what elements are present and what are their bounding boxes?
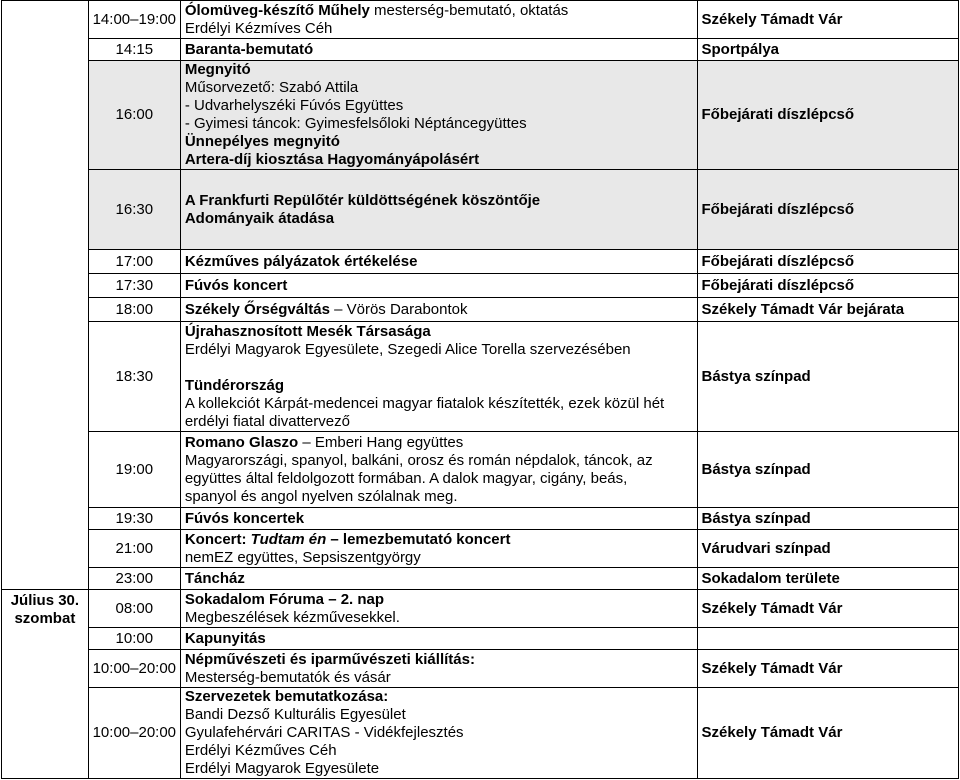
event-cell — [180, 432, 697, 508]
event-line: - Udvarhelyszéki Fúvós Együttes — [184, 97, 404, 114]
place-cell: Főbejárati díszlépcső — [697, 250, 959, 274]
event-title: Koncert: — [184, 530, 251, 548]
table-row — [2, 39, 959, 61]
time-cell: 18:30 — [88, 322, 180, 432]
place-cell: Székely Támadt Vár bejárata — [697, 298, 959, 322]
event-line: Gyulafehérvári CARITAS - Vidékfejlesztés — [184, 724, 464, 741]
event-title: Baranta-bemutató — [180, 39, 697, 61]
event-line: Ünnepélyes megnyitó — [184, 133, 340, 150]
table-row — [2, 688, 959, 779]
place-cell: Sokadalom területe — [697, 568, 959, 590]
time-cell: 17:30 — [88, 274, 180, 298]
table-row — [2, 650, 959, 688]
event-line: Erdélyi Magyarok Egyesülete — [184, 760, 380, 777]
place-cell: Bástya színpad — [697, 432, 959, 508]
event-cell — [180, 530, 697, 568]
table-row — [2, 61, 959, 170]
table-row — [2, 250, 959, 274]
event-line: Erdélyi Kézműves Céh — [184, 742, 337, 759]
event-line: A kollekciót Kárpát-medencei magyar fiatalok készítették, ezek közül hét — [184, 394, 665, 412]
place-cell: Székely Támadt Vár — [697, 1, 959, 39]
place-cell: Főbejárati díszlépcső — [697, 274, 959, 298]
time-cell: 10:00–20:00 — [88, 688, 180, 779]
event-title-suffix: mesterség-bemutató, oktatás — [369, 1, 569, 19]
event-title: Szervezetek bemutatkozása: — [184, 688, 389, 705]
table-row — [2, 568, 959, 590]
table-row — [2, 590, 959, 628]
day-cell-empty — [2, 1, 89, 590]
event-title: Fúvós koncertek — [180, 508, 697, 530]
event-line: spanyol és angol nyelven szólalnak meg. — [184, 487, 458, 505]
place-cell: Bástya színpad — [697, 508, 959, 530]
place-cell — [697, 628, 959, 650]
time-cell: 10:00–20:00 — [88, 650, 180, 688]
place-cell: Sportpálya — [697, 39, 959, 61]
table-row — [2, 322, 959, 432]
time-cell: 19:30 — [88, 508, 180, 530]
day-weekday: szombat — [14, 610, 76, 627]
table-row — [2, 298, 959, 322]
event-line: Megbeszélések kézművesekkel. — [184, 608, 400, 626]
table-row — [2, 274, 959, 298]
place-cell: Várudvari színpad — [697, 530, 959, 568]
time-cell: 14:00–19:00 — [88, 1, 180, 39]
event-line: Erdélyi Magyarok Egyesülete, Szegedi Alice Torella szervezésében — [184, 340, 631, 358]
event-cell — [180, 1, 697, 39]
event-line: Bandi Dezső Kulturális Egyesület — [184, 706, 406, 723]
event-line: Adományaik átadása — [184, 209, 335, 227]
spacer — [185, 359, 693, 377]
event-line: - Gyimesi táncok: Gyimesfelsőloki Néptáncegyüttes — [184, 115, 527, 132]
time-cell: 10:00 — [88, 628, 180, 650]
table-row — [2, 530, 959, 568]
event-title: Újrahasznosított Mesék Társasága — [184, 322, 431, 340]
time-cell: 14:15 — [88, 39, 180, 61]
table-row — [2, 628, 959, 650]
table-row — [2, 1, 959, 39]
event-title: Székely Őrségváltás — [184, 300, 330, 318]
album-title: Tudtam én — [250, 530, 327, 548]
time-cell: 17:00 — [88, 250, 180, 274]
time-cell: 16:30 — [88, 170, 180, 250]
table-row — [2, 508, 959, 530]
event-cell — [180, 61, 697, 170]
place-cell: Székely Támadt Vár — [697, 688, 959, 779]
day-cell — [2, 590, 89, 779]
event-line: Mesterség-bemutatók és vásár — [184, 668, 391, 686]
event-title: Népművészeti és iparművészeti kiállítás: — [184, 650, 475, 668]
event-line: A Frankfurti Repülőtér küldöttségének köszöntője — [184, 191, 541, 209]
event-title-suffix: – lemezbemutató koncert — [326, 530, 511, 548]
event-line: nemEZ együttes, Sepsiszentgyörgy — [184, 548, 421, 566]
event-title: Ólomüveg-készítő Műhely — [184, 1, 370, 19]
event-cell — [180, 590, 697, 628]
event-title: Kapunyitás — [180, 628, 697, 650]
event-title-suffix: – Emberi Hang együttes — [298, 433, 464, 451]
table-row — [2, 432, 959, 508]
time-cell: 18:00 — [88, 298, 180, 322]
event-line: erdélyi fiatal divattervező — [184, 412, 350, 430]
time-cell: 16:00 — [88, 61, 180, 170]
place-cell: Székely Támadt Vár — [697, 590, 959, 628]
event-title: Kézműves pályázatok értékelése — [180, 250, 697, 274]
time-cell: 08:00 — [88, 590, 180, 628]
event-line: Megnyitó — [184, 61, 251, 78]
event-line: Műsorvezető: Szabó Attila — [184, 79, 359, 96]
event-title: Sokadalom Fóruma – 2. nap — [184, 590, 385, 608]
time-cell: 23:00 — [88, 568, 180, 590]
place-cell: Székely Támadt Vár — [697, 650, 959, 688]
event-cell — [180, 650, 697, 688]
place-cell: Főbejárati díszlépcső — [697, 61, 959, 170]
event-line: Erdélyi Kézmíves Céh — [184, 19, 333, 37]
event-cell — [180, 298, 697, 322]
event-line: Magyarországi, spanyol, balkáni, orosz és román népdalok, táncok, az — [184, 451, 653, 469]
event-line: Artera-díj kiosztása Hagyományápolásért — [184, 151, 480, 168]
time-cell: 19:00 — [88, 432, 180, 508]
event-title: Romano Glaszo — [184, 433, 299, 451]
place-cell: Bástya színpad — [697, 322, 959, 432]
event-cell — [180, 322, 697, 432]
event-title: Táncház — [180, 568, 697, 590]
event-cell — [180, 170, 697, 250]
event-title-suffix: – Vörös Darabontok — [329, 300, 468, 318]
program-table — [1, 0, 959, 779]
event-cell — [180, 688, 697, 779]
event-line: együttes által feldolgozott formában. A dalok magyar, cigány, beás, — [184, 469, 628, 487]
day-date: Július 30. — [10, 592, 80, 609]
time-cell: 21:00 — [88, 530, 180, 568]
place-cell: Főbejárati díszlépcső — [697, 170, 959, 250]
table-row — [2, 170, 959, 250]
event-title: Fúvós koncert — [180, 274, 697, 298]
event-title: Tündérország — [184, 376, 285, 394]
